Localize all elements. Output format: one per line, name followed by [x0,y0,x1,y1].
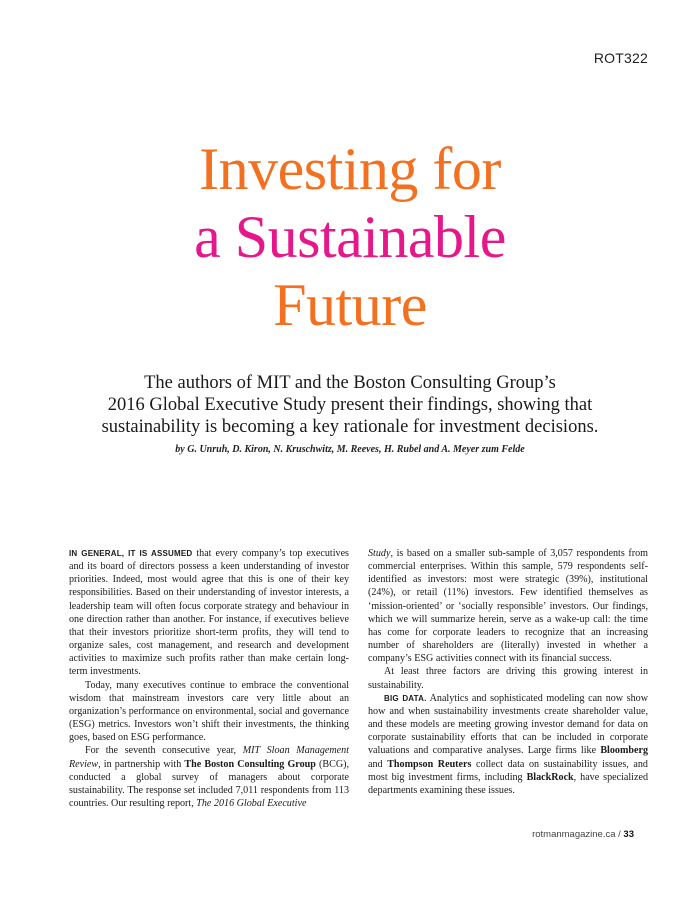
organization-name: BlackRock [526,771,574,783]
deck-line-3: sustainability is becoming a key rationale for investment decisions. [101,417,599,437]
paragraph [368,692,648,797]
paragraph-text: , in partnership with [98,758,185,770]
paragraph-text: , is based on a smaller sub-sample of 3,057 respondents from commercial enterprises. Within this sample, 579 respondents self-identified as investors: most were strategic (39%), institutional (24%), or retail (11%) investors. Few identified themselves as ‘mission-oriented’ or ‘socially responsible’ investors. Our findings, which we will summarize herein, serve as a wake-up call: the time has come for corporate leaders to recognize that an increasing number of shareholders are (literally) invested in whether a company’s ESG activities connect with its financial success. [368,548,648,665]
report-title: The 2016 Global Executive [196,797,307,809]
title-line-2: a Sustainable [194,204,506,270]
footer-site: rotmanmagazine.ca / [532,829,624,840]
title-line-1: Investing for [199,136,501,202]
paragraph-text: , have specialized departments examining these issues. [368,771,648,796]
paragraph [368,547,648,665]
article-code: ROT322 [593,50,648,66]
paragraph: Today, many executives continue to embrace the conventional wisdom that mainstream investors care very little about an organization’s performance on environmental, social and governance (ESG) metrics. Investors won’t shift their investments, the thinking goes, based on ESG performance. [69,679,349,744]
organization-name: Thompson Reuters [387,758,472,770]
title-line-3: Future [273,272,427,338]
paragraph-text: Analytics and sophisticated modeling can now show how and when sustainability investments create shareholder value, and these models are meeting growing investor demand for data on corporate sustainability efforts that can be included in corporate valuations and comparative analyses. Large firms like [368,692,648,757]
paragraph [69,744,349,810]
deck-line-2: 2016 Global Executive Study present their findings, showing that [107,395,593,415]
deck-line-1: The authors of MIT and the Boston Consulting Group’s [144,373,556,393]
publication-name: MIT Sloan Management Review [69,745,350,770]
organization-name: The Boston Consulting Group [184,758,316,770]
body-column-left [69,547,349,810]
byline: by G. Unruh, D. Kiron, N. Kruschwitz, M. Reeves, H. Rubel and A. Meyer zum Felde [175,444,525,455]
report-title: Study [368,548,391,559]
run-in-heading: BIG DATA. [384,693,427,703]
paragraph-text: For the seventh consecutive year, [85,745,243,757]
page-footer [532,829,634,840]
paragraph-text: collect data on sustainability issues, and most big investment firms, including [368,758,648,783]
article-deck [60,372,640,438]
paragraph-text: (BCG), conducted a global survey of managers about corporate sustainability. The response set included 7,011 respondents from 113 countries. Our resulting report, [69,758,350,809]
article-title [0,135,700,339]
paragraph: At least three factors are driving this growing interest in sustainability. [368,666,648,691]
paragraph-text: that every company’s top executives and its board of directors possess a keen understanding of investor priorities. Indeed, most would agree that this is one of their key responsibilities. Based on their understanding of investor interests, a leadership team will often focus corporate strategy and behaviour in one direction rather than another. For instance, if executives believe that their investors prioritize short-term profits, they will tend to organize sales, cost management, and research and development activities to maximize such profits rather than make certain long-term investments. [69,548,349,678]
paragraph [69,547,349,679]
body-column-right [368,547,648,797]
page-number: 33 [623,829,634,840]
run-in-heading: IN GENERAL, IT IS ASSUMED [69,549,193,558]
paragraph-text: and [368,758,388,770]
organization-name: Bloomberg [600,745,648,757]
